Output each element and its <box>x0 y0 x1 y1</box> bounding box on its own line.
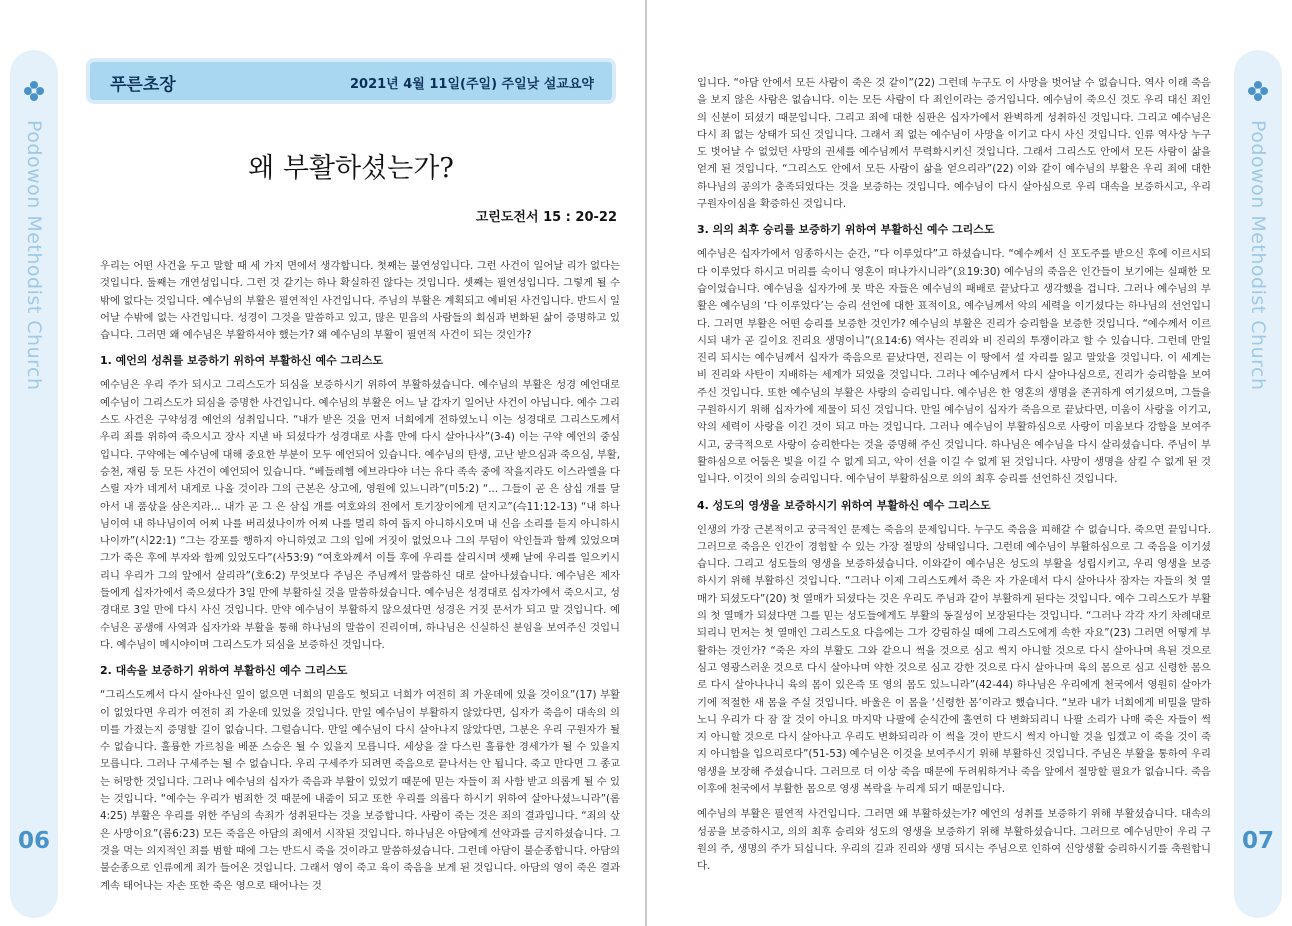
section-1-paragraph: 예수님은 우리 주가 되시고 그리스도가 되심을 보증하시기 위하여 부활하셨습니다. 예수님의 부활은 성경 예언대로 예수님이 그리스도가 되심을 증명한 사건입니다. 예수님의 부활은 어느 날 갑자기 일어난 사건이 아닙니다. 예수 그리스도 사건은 구약성경 예언의 성취입니다. “내가 받은 것을 먼저 너희에게 전하였노니 이는 성경대로 그리스도께서 우리 죄를 위하여 죽으시고 장사 지낸 바 되셨다가 성경대로 사흘 만에 다시 살아나사”(3-4) 이는 구약 예언의 중심입니다. 구약에는 예수님에 대해 중요한 부분이 모두 예언되어 있습니다. 예수님의 탄생, 고난 받으심과 죽으심, 부활, 승천, 재림 등 모든 사건이 예언되어 있습니다. “베들레헴 에브라다야 너는 유다 족속 중에 작을지라도 이스라엘을 다스릴 자가 네게서 내게로 나올 것이라 그의 근본은 상고에, 영원에 있느니라”(미5:2) “... 그들이 곧 은 삼십 개를 달아서 내 품삯을 삼은지라... 내가 곧 그 은 삼십 개를 여호와의 전에서 토기장이에게 던지고”(슥11:12-13) “내 하나님이여 내 하나님이여 어찌 나를 버리셨나이까 어찌 나를 멀리 하여 돕지 아니하시오며 내 신음 소리를 듣지 아니하시나이까”(시22:1) “그는 강포를 행하지 아니하였고 그의 입에 거짓이 없었으나 그의 무덤이 악인들과 함께 있었으며 그가 죽은 후에 부자와 함께 있었도다”(사53:9) “여호와께서 이틀 후에 우리를 살리시며 셋째 날에 우리를 일으키시리니 우리가 그의 앞에서 살리라”(호6:2) 무엇보다 주님은 주님께서 말씀하신 대로 살아나셨습니다. 예수님은 제자들에게 십자가에서 죽으셨다가 3일 만에 부활하실 것을 말씀하셨습니다. 예수님은 성경대로 십자가에서 죽으시고, 성경대로 3일 만에 다시 사신 것입니다. 만약 예수님이 부활하지 않으셨다면 성경은 거짓 문서가 되고 말 것입니다. 예수님은 공생애 사역과 십자가와 부활을 통해 하나님의 말씀이 진리이며, 하나님은 신실하신 분임을 보여주신 것입니다. 예수님이 메시야이며 그리스도가 되심을 보증하신 것입니다. <box>100 379 620 651</box>
section-heading-4: 4. 성도의 영생을 보증하시기 위하여 부활하신 예수 그리스도 <box>697 498 991 512</box>
church-name-vertical: Podowon Methodist Church <box>23 120 45 391</box>
right-page <box>647 0 1292 926</box>
sermon-date: 2021년 4월 11일(주일) 주일낮 설교요약 <box>349 77 594 92</box>
conclusion-paragraph: 예수님의 부활은 필연적 사건입니다. 그러면 왜 부활하셨는가? 예언의 성취를 보증하기 위해 부활셨습니다. 대속의 성공을 보증하시고, 의의 최후 승리와 성도의 영생을 보증하기 위해 부활하셨습니다. 그러므로 예수님만이 우리 구원의 주, 생명의 주가 되십니다. 우리의 길과 진리와 생명 되시는 주님으로 인하여 신앙생활 승리하시기를 축원합니다. <box>697 808 1211 873</box>
section-heading-2: 2. 대속을 보증하기 위하여 부활하신 예수 그리스도 <box>100 664 348 678</box>
page-number: 06 <box>17 828 50 854</box>
section-heading-1: 1. 예언의 성취를 보증하기 위하여 부활하신 예수 그리스도 <box>100 354 384 368</box>
intro-paragraph: 우리는 어떤 사건을 두고 말할 때 세 가지 면에서 생각합니다. 첫째는 불연성입니다. 그런 사건이 일어날 리가 없다는 것입니다. 둘째는 개연성입니다. 그런 것 같기는 하나 확실하진 않다는 것입니다. 셋째는 필연성입니다. 그렇게 될 수밖에 없다는 것입니다. 예수님의 부활은 필연적인 사건입니다. 주님의 부활은 계획되고 예비된 사건입니다. 반드시 일어날 수밖에 없는 사건입니다. 성경이 그것을 말씀하고 있고, 많은 믿음의 사람들의 회심과 변화된 삶이 증명하고 있습니다. 그러면 왜 예수님은 부활하셔야 했는가? 왜 예수님의 부활이 필연적 사건이 되는 것인가? <box>100 260 620 342</box>
scripture-reference: 고린도전서 15 : 20-22 <box>475 210 617 225</box>
grape-cluster-icon <box>23 80 45 102</box>
page-number: 07 <box>1241 828 1274 854</box>
grape-cluster-icon <box>1247 80 1269 102</box>
left-side-tab <box>10 50 58 918</box>
sermon-title: 왜 부활하셨는가? <box>248 153 454 184</box>
right-body-text <box>697 75 1211 883</box>
right-side-tab <box>1234 50 1282 918</box>
column-header <box>90 62 612 100</box>
church-name-vertical: Podowon Methodist Church <box>1247 120 1269 391</box>
left-body-text <box>100 258 620 903</box>
section-heading-3: 3. 의의 최후 승리를 보증하기 위하여 부활하신 예수 그리스도 <box>697 223 995 237</box>
column-name: 푸른초장 <box>110 75 176 95</box>
section-2-paragraph: “그리스도께서 다시 살아나신 일이 없으면 너희의 믿음도 헛되고 너희가 여전히 죄 가운데에 있을 것이요”(17) 부활이 없었다면 우리가 여전히 죄 가운데 있었을 것입니다. 만일 예수님이 부활하지 않았다면, 십자가 죽음이 대속의 의미를 가졌는지 증명할 길이 없습니다. 그럴습니다. 만일 예수님이 다시 살아나지 않았다면, 그분은 우리 구원자가 될 수 없습니다. 훌륭한 가르침을 베푼 스승은 될 수 있을지 모릅니다. 세상을 잘 다스린 훌륭한 경세가가 될 수 있을지 모릅니다. 그러나 구세주는 될 수 없습니다. 우리 구세주가 되려면 죽음으로 끝나서는 안 됩니다. 죽고 만다면 그 종교는 허망한 것입니다. 그러나 예수님의 십자가 죽음과 부활이 있었기 때문에 믿는 자들이 죄 사함 받고 의롭게 될 수 있는 것입니다. “예수는 우리가 범죄한 것 때문에 내줌이 되고 또한 우리를 의롭다 하시기 위하여 살아나셨느니라”(롬4:25) 부활은 우리를 위한 주님의 속죄가 성취된다는 것을 보증합니다. 사람이 죽는 것은 죄의 결과입니다. “죄의 삯은 사망이요”(롬6:23) 모든 죽음은 아담의 죄에서 시작된 것입니다. 하나님은 아담에게 선악과를 금지하셨습니다. 그것을 먹는 의지적인 죄를 범할 때에 그는 반드시 죽을 것이라고 말씀하셨습니다. 그런데 아담이 불순종합니다. 아담의 불순종으로 인류에게 죄가 들어온 것입니다. 그래서 영이 죽고 육이 죽음을 보게 된 것입니다. 아담의 영이 죽은 결과 계속 태어나는 자손 또한 죽은 영으로 태어나는 것 <box>100 689 620 892</box>
section-3-paragraph: 예수님은 십자가에서 임종하시는 순간, “다 이루었다”고 하셨습니다. “예수께서 신 포도주를 받으신 후에 이르시되 다 이루었다 하시고 머리를 숙이니 영혼이 떠나가시니라”(요19:30) 예수님의 죽음은 인간들이 보기에는 실패한 모습이었습니다. 예수님을 십자가에 못 박은 자들은 예수님의 패배로 끝났다고 생각했을 겁니다. 그러나 예수님의 부활은 예수님의 ‘다 이루었다’는 승리 선언에 대한 표적이요, 예수님께서 악의 세력을 이기셨다는 하나님의 선언입니다. 그러면 부활은 어떤 승리를 보증한 것인가? 예수님의 부활은 진리가 승리함을 보증한 것입니다. “예수께서 이르시되 내가 곧 길이요 진리요 생명이니”(요14:6) 역사는 진리와 비 진리의 투쟁이라고 할 수 있습니다. 그런데 만일 진리 되시는 예수님께서 십자가 죽음으로 끝났다면, 진리는 이 땅에서 설 자리를 잃고 말았을 것입니다. 이 세계는 비 진리와 사탄이 지배하는 세계가 되었을 것입니다. 그러나 예수님께서 다시 살아나심으로, 진리가 승리함을 보여주신 것입니다. 또한 예수님의 부활은 사랑의 승리입니다. 예수님은 한 영혼의 생명을 존귀하게 여기셨으며, 그들을 구원하시기 위해 십자가에 제물이 되신 것입니다. 만일 예수님이 십자가 죽음으로 끝났다면, 미움이 사랑을 이기고, 악의 세력이 사랑을 이긴 것이 되고 마는 것입니다. 그러나 예수님이 부활하심으로 사랑이 미움보다 강함을 보여주시고, 궁극적으로 사랑이 승리한다는 것을 증명해 주신 것입니다. 하나님은 예수님을 다시 살리셨습니다. 주님이 부활하심으로 어둠은 빛을 이길 수 없게 되고, 악이 선을 이길 수 없게 된 것입니다. 사망이 생명을 삼킬 수 없게 된 것입니다. 이것이 의의 승리입니다. 예수님이 부활하심으로 의의 최후 승리를 선언하신 것입니다. <box>697 248 1211 486</box>
continued-paragraph: 입니다. “아담 안에서 모든 사람이 죽은 것 같이”(22) 그런데 누구도 이 사망을 벗어날 수 없습니다. 역사 이래 죽음을 보지 않은 사람은 없습니다. 이는 모든 사람이 다 죄인이라는 증거입니다. 예수님이 죽으신 것도 우리 대신 죄인의 신분이 되셨기 때문입니다. 그리고 죄에 대한 심판은 십자가에서 완벽하게 성취하신 것입니다. 그리고 예수님은 다시 죄 없는 상태가 되신 것입니다. 그래서 죄 없는 예수님이 사망을 이기고 다시 사신 것입니다. 인류 역사상 누구도 벗어날 수 없었던 사망의 권세를 예수님께서 무력화시키신 것입니다. 그래서 그리스도 안에서 모든 사람이 삶을 얻게 된 것입니다. “그리스도 안에서 모든 사람이 삶을 얻으리라”(22) 이와 같이 예수님의 부활은 우리 죄에 대한 하나님의 공의가 충족되었다는 것을 보증하는 것입니다. 예수님이 다시 살아심으로 우리 대속을 보증하시고, 우리 구원자이심을 확증하신 것입니다. <box>697 77 1211 211</box>
left-page <box>0 0 645 926</box>
section-4-paragraph: 인생의 가장 근본적이고 궁극적인 문제는 죽음의 문제입니다. 누구도 죽음을 피해갈 수 없습니다. 죽으면 끝입니다. 그러므로 죽음은 인간이 경험할 수 있는 가장 절망의 상태입니다. 그런데 예수님이 부활하심으로 그 죽음을 이기셨습니다. 그리고 성도들의 영생을 보증하셨습니다. 이와같이 예수님은 성도의 부활을 성립시키고, 우리 영생을 보증하시기 위해 부활하신 것입니다. “그러나 이제 그리스도께서 죽은 자 가운데서 다시 살아나사 잠자는 자들의 첫 열매가 되셨도다”(20) 첫 열매가 되셨다는 것은 우리도 주님과 같이 부활하게 된다는 것입니다. 예수 그리스도가 부활의 첫 열매가 되셨다면 그를 믿는 성도들에게도 부활의 동질성이 보장된다는 것입니다. “그러나 각각 자기 차례대로 되리니 먼저는 첫 열매인 그리스도요 다음에는 그가 강림하실 때에 그리스도에게 속한 자요”(23) 그러면 어떻게 부활하는 것인가? “죽은 자의 부활도 그와 같으니 썩을 것으로 심고 썩지 아니할 것으로 다시 살아나며 욕된 것으로 심고 영광스러운 것으로 다시 살아나며 약한 것으로 심고 강한 것으로 다시 살아나며 육의 몸으로 심고 신령한 몸으로 다시 살아나나니 육의 몸이 있은즉 또 영의 몸도 있느니라”(42-44) 하나님은 우리에게 천국에서 영원히 살아가기에 적절한 새 몸을 주실 것입니다. 바울은 이 몸을 ‘신령한 몸’이라고 했습니다. “보라 내가 너희에게 비밀을 말하노니 우리가 다 잠 잘 것이 아니요 마지막 나팔에 순식간에 홀연히 다 변화되리니 나팔 소리가 나매 죽은 자들이 썩지 아니할 것으로 다시 살아나고 우리도 변화되리라 이 썩을 것이 반드시 썩지 아니할 것을 입겠고 이 죽을 것이 죽지 아니함을 입으리로다”(51-53) 예수님은 이것을 보여주시기 위해 부활하신 것입니다. 주님은 부활을 통하여 우리 영생을 보장해 주셨습니다. 그러므로 더 이상 죽음 때문에 두려워하거나 죽음 앞에서 절망할 필요가 없습니다. 죽음 이후에 천국에서 부활한 몸으로 영생 복락을 누리게 되기 때문입니다. <box>697 523 1211 795</box>
